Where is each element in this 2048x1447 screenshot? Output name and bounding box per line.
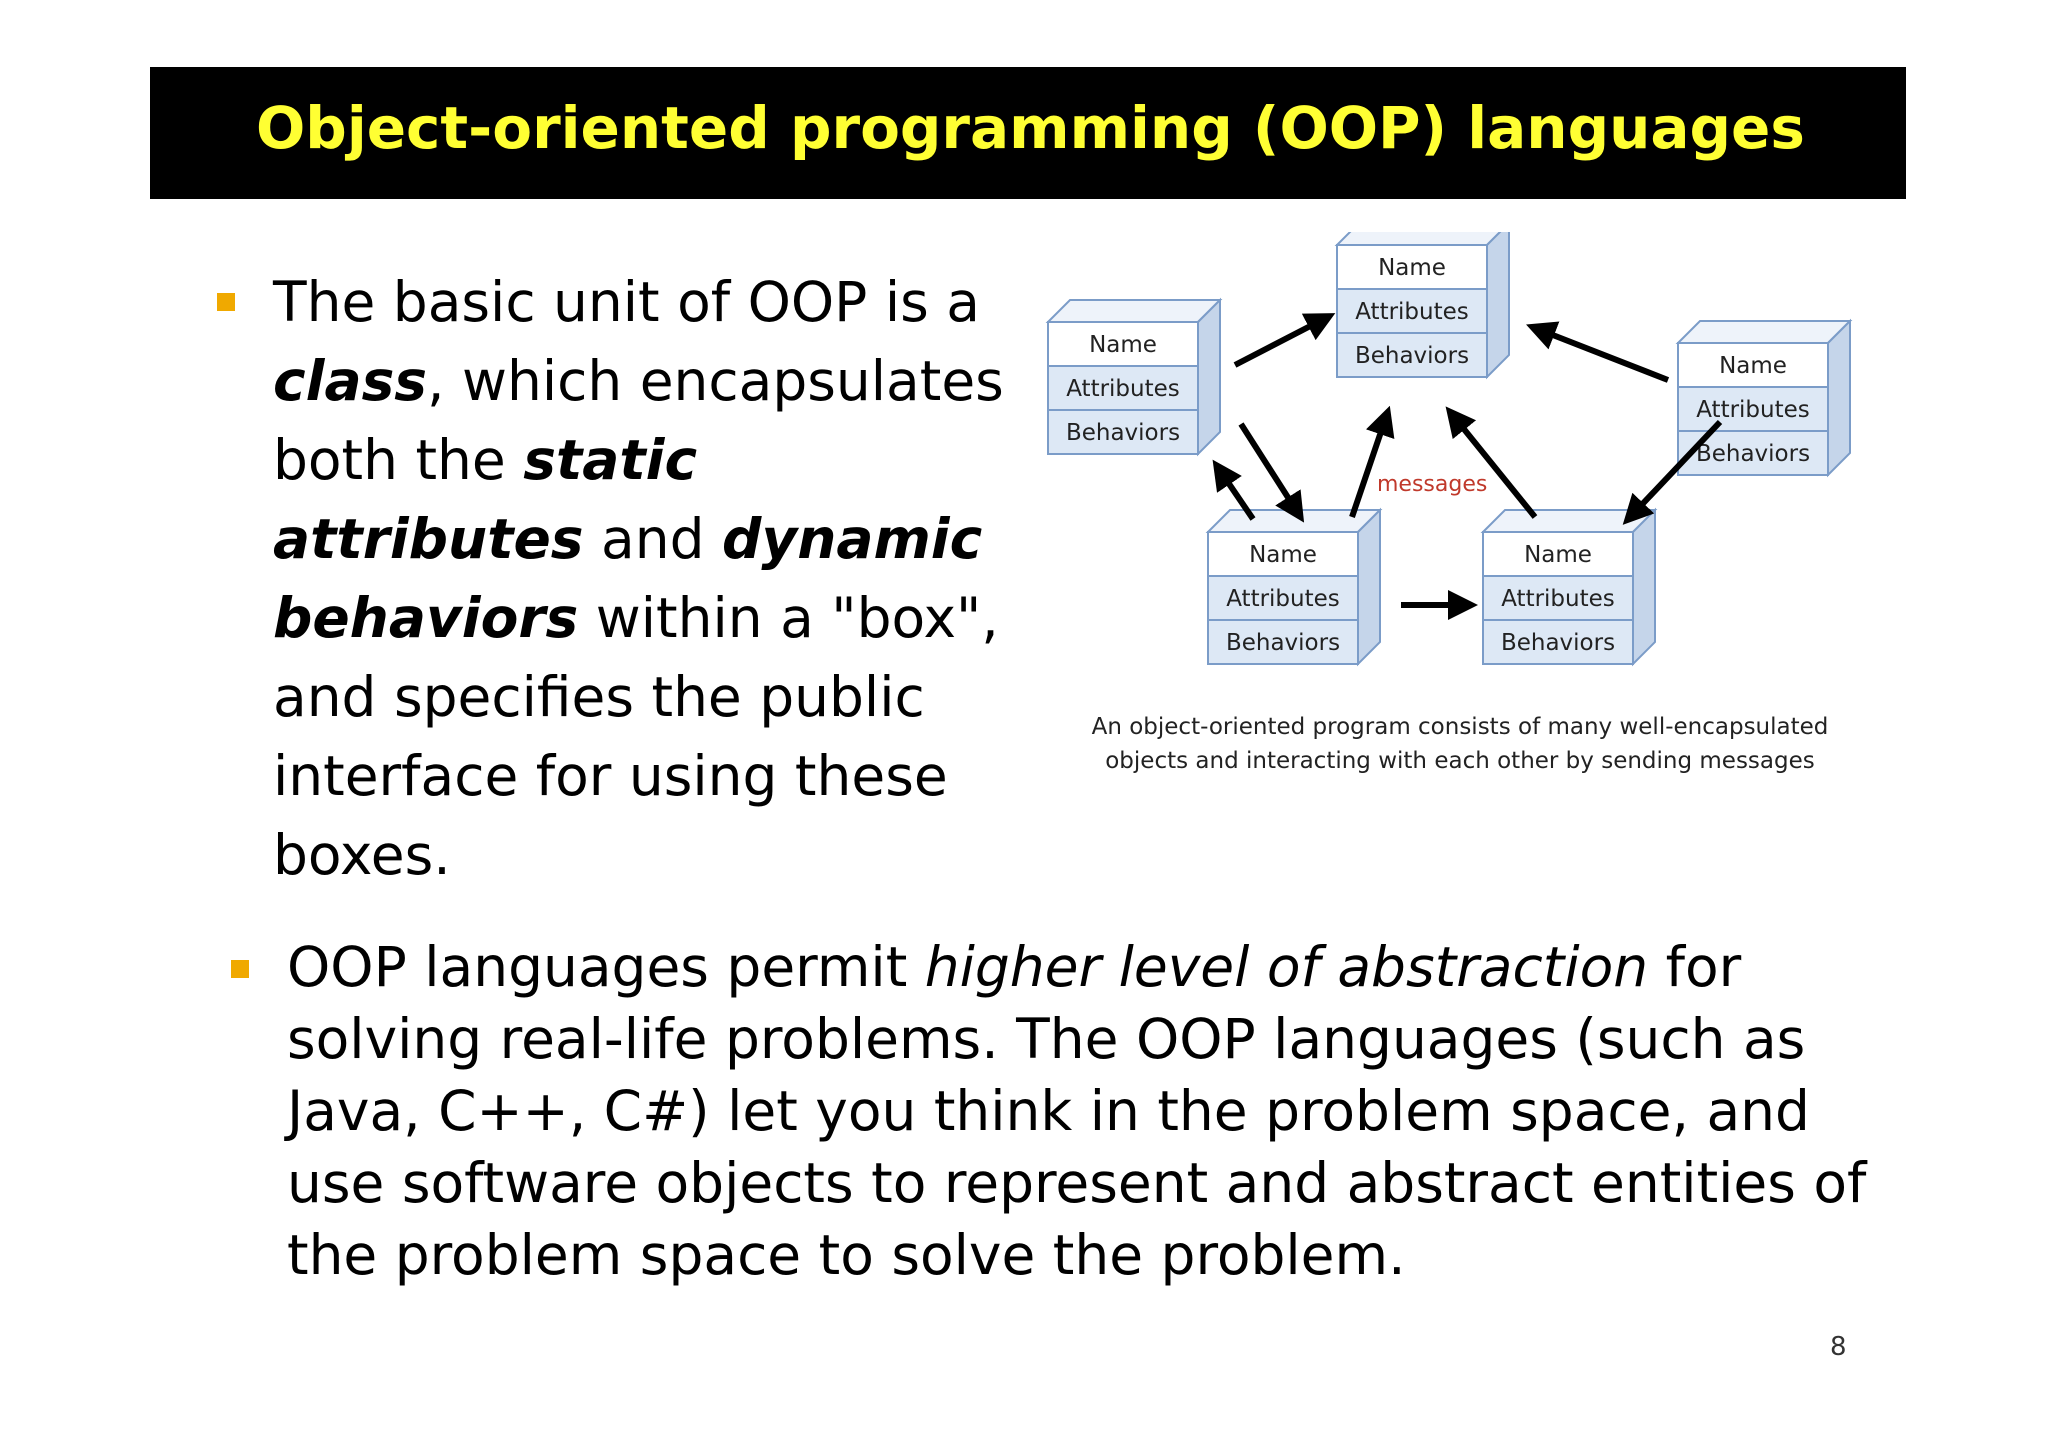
text-run: and xyxy=(583,507,722,571)
box-attributes-label: Attributes xyxy=(1226,586,1340,612)
messages-label: messages xyxy=(1377,472,1488,497)
box-name-label: Name xyxy=(1524,542,1592,568)
bullet-text-2 xyxy=(287,931,1907,1291)
text-run: within a "box", and specifies the public interface for using these boxes. xyxy=(273,586,999,887)
object-box xyxy=(1048,300,1220,454)
box-behaviors-label: Behaviors xyxy=(1065,420,1181,446)
text-run: OOP languages permit xyxy=(287,935,925,999)
box-attributes-label: Attributes xyxy=(1501,586,1615,612)
object-box xyxy=(1483,510,1655,664)
box-attributes-label: Attributes xyxy=(1696,397,1810,423)
emphasis-abstraction: higher level of abstraction xyxy=(924,935,1649,999)
message-arrow xyxy=(1235,320,1322,365)
text-run: for solving real-life problems. The OOP languages (such as Java, C++, C#) let you think in the problem space, and use software objects to represent and abstract entities of the problem space to solve the problem. xyxy=(287,935,1867,1287)
bullet-marker xyxy=(231,960,249,978)
text-run: The basic unit of OOP is a xyxy=(273,270,980,334)
emphasis-static-attributes: static attributes xyxy=(273,428,698,571)
box-behaviors-label: Behaviors xyxy=(1500,630,1616,656)
caption-line-1: An object-oriented program consists of many well-encapsulated xyxy=(1091,714,1829,740)
text-run: , which encapsulates both the xyxy=(273,349,1004,492)
message-arrow xyxy=(1455,418,1535,517)
box-attributes-label: Attributes xyxy=(1355,299,1469,325)
bullet-text-1 xyxy=(273,263,1013,895)
page-number: 8 xyxy=(1830,1332,1847,1362)
message-arrow xyxy=(1241,424,1296,510)
title-bar xyxy=(150,67,1906,199)
emphasis-class: class xyxy=(273,349,428,413)
emphasis-dynamic-behaviors: dynamic behaviors xyxy=(273,507,983,650)
message-arrow xyxy=(1352,420,1385,517)
box-name-label: Name xyxy=(1089,332,1157,358)
bullet-marker xyxy=(217,293,235,311)
message-arrow xyxy=(1540,330,1668,380)
box-name-label: Name xyxy=(1719,353,1787,379)
box-behaviors-label: Behaviors xyxy=(1695,441,1811,467)
box-behaviors-label: Behaviors xyxy=(1354,343,1470,369)
oop-diagram xyxy=(1040,232,1880,792)
box-behaviors-label: Behaviors xyxy=(1225,630,1341,656)
oop-diagram-svg xyxy=(1040,232,1880,792)
object-box xyxy=(1678,321,1850,475)
box-name-label: Name xyxy=(1378,255,1446,281)
caption-line-2: objects and interacting with each other by sending messages xyxy=(1105,748,1815,774)
object-box xyxy=(1337,232,1509,377)
box-name-label: Name xyxy=(1249,542,1317,568)
slide-title: Object-oriented programming (OOP) languages xyxy=(256,94,1805,162)
object-box xyxy=(1208,510,1380,664)
box-attributes-label: Attributes xyxy=(1066,376,1180,402)
